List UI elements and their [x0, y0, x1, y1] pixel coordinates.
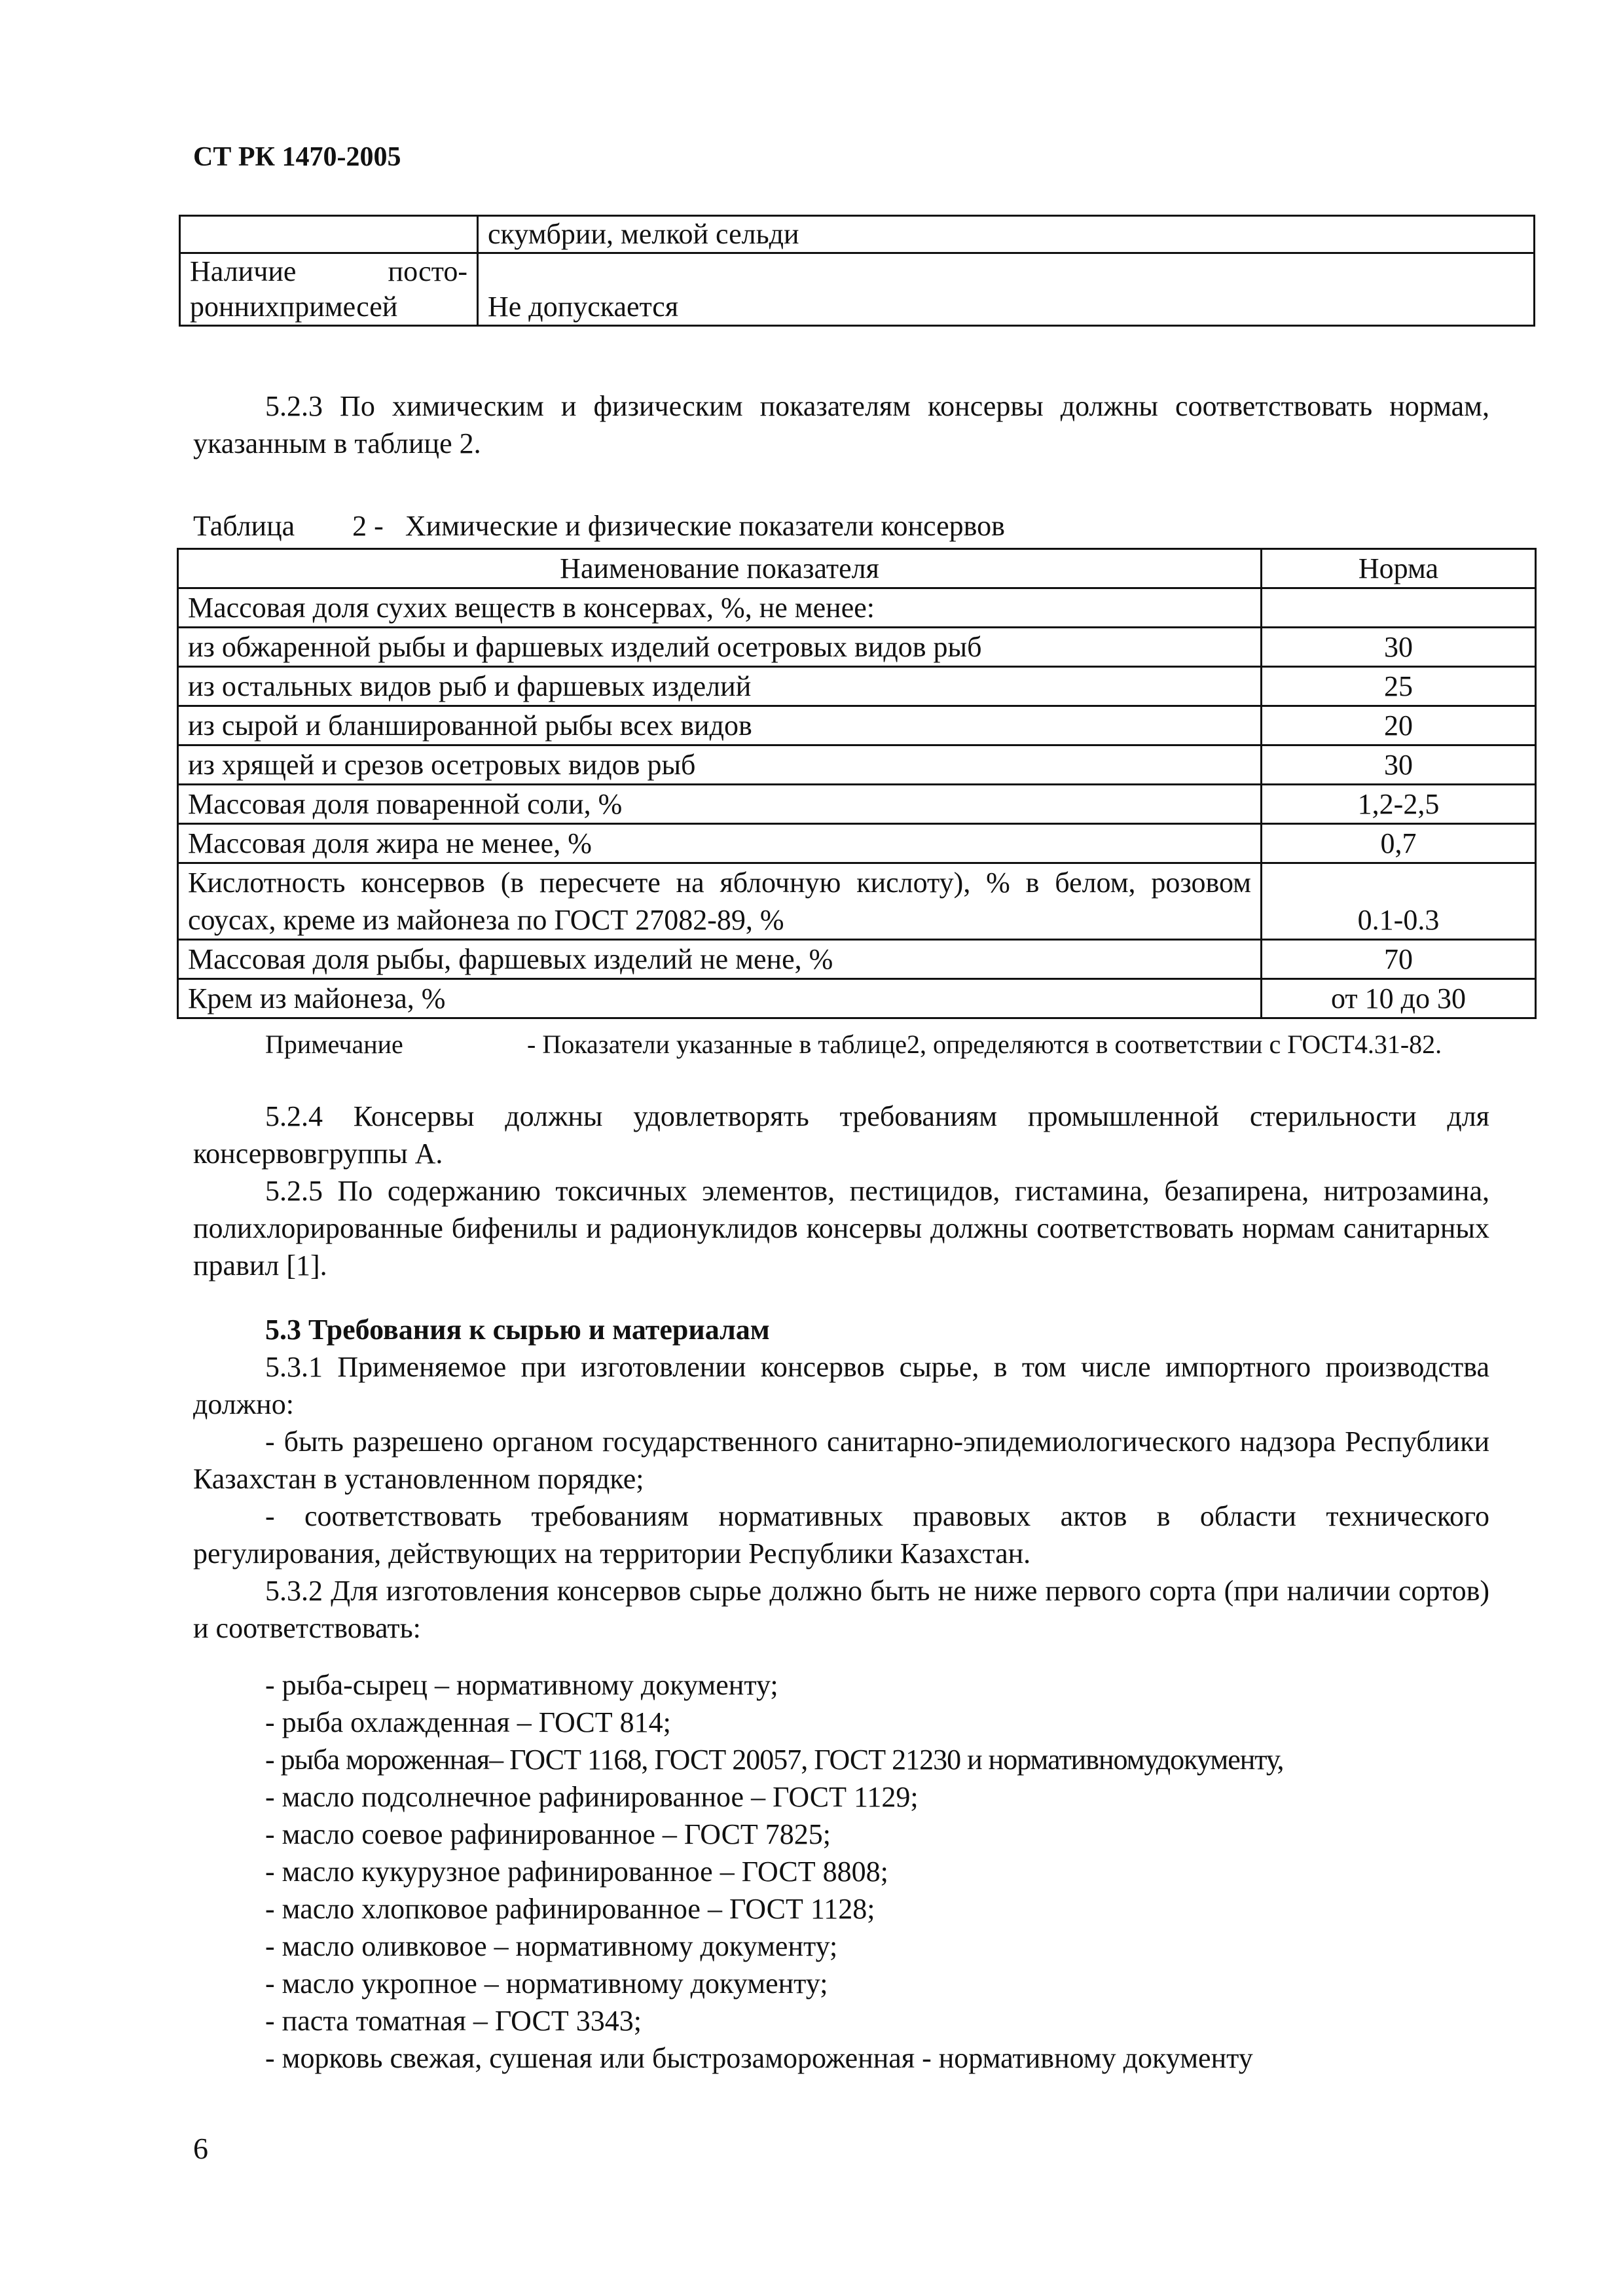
- table-row: [180, 253, 1535, 326]
- note-label: Примечание: [265, 1030, 403, 1059]
- indicator-value: [1262, 588, 1536, 628]
- table-cell: скумбрии, мелкой сельди: [478, 216, 1535, 253]
- indicator-value: 25: [1262, 667, 1536, 706]
- indicator-name: Массовая доля поваренной соли, %: [178, 785, 1262, 824]
- indicator-name: из остальных видов рыб и фаршевых изделий: [178, 667, 1262, 706]
- list-item: - рыба охлажденная – ГОСТ 814;: [265, 1706, 671, 1738]
- list-item: - рыба-сырец – нормативному документу;: [265, 1669, 778, 1701]
- paragraph-bullet: - соответствовать требованиям нормативных правовых актов в области технического регулирования, действующих на территории Республики Казахстан.: [193, 1500, 1489, 1570]
- column-header: Наименование показателя: [178, 549, 1262, 588]
- table-row: [178, 667, 1536, 706]
- indicator-name: из обжаренной рыбы и фаршевых изделий осетровых видов рыб: [178, 628, 1262, 667]
- paragraph-5-3-2: 5.3.2 Для изготовления консервов сырье должно быть не ниже первого сорта (при наличии сортов) и соответствовать:: [193, 1575, 1489, 1644]
- cell-text: роннихпримесей: [190, 291, 398, 323]
- table-row: [178, 785, 1536, 824]
- list-item: - масло подсолнечное рафинированное – ГОСТ 1129;: [265, 1781, 919, 1813]
- cell-text: Наличие: [190, 255, 297, 287]
- raw-materials-list: [265, 1666, 1284, 2077]
- list-item: - масло соевое рафинированное – ГОСТ 7825;: [265, 1818, 831, 1850]
- table-row: [178, 588, 1536, 628]
- indicator-value: 70: [1262, 940, 1536, 979]
- list-item: - паста томатная – ГОСТ 3343;: [265, 2005, 642, 2037]
- paragraph-5-2-3: 5.2.3 По химическим и физическим показателям консервы должны соответствовать нормам, указанным в таблице 2.: [193, 390, 1489, 459]
- cell-text: посто-: [388, 255, 467, 287]
- note-text: - Показатели указанные в таблице2, определяются в соответствии с ГОСТ4.31-82.: [527, 1030, 1442, 1059]
- table-row: [178, 940, 1536, 979]
- column-header: Норма: [1262, 549, 1536, 588]
- table-row: [178, 706, 1536, 745]
- paragraph-5-2-5: 5.2.5 По содержанию токсичных элементов, пестицидов, гистамина, безапирена, нитрозамина, полихлорированные бифенилы и радионуклидов консервы должны соответствовать нормам санитарных правил [1].: [193, 1175, 1489, 1282]
- list-item: - масло хлопковое рафинированное – ГОСТ 1128;: [265, 1893, 875, 1925]
- indicator-name: Массовая доля сухих веществ в консервах, %, не менее:: [178, 588, 1262, 628]
- indicators-table: [177, 548, 1537, 1019]
- list-item: - рыба мороженная– ГОСТ 1168, ГОСТ 20057, ГОСТ 21230 и нормативномудокументу,: [265, 1744, 1284, 1776]
- table-cell: Не допускается: [478, 253, 1535, 326]
- table-row: [178, 979, 1536, 1018]
- table-row: [178, 863, 1536, 940]
- list-item: - масло кукурузное рафинированное – ГОСТ 8808;: [265, 1856, 888, 1888]
- table-cell: [180, 216, 478, 253]
- table-row: [180, 216, 1535, 253]
- indicator-name: Крем из майонеза, %: [178, 979, 1262, 1018]
- indicator-name: Массовая доля рыбы, фаршевых изделий не мене, %: [178, 940, 1262, 979]
- indicator-name: Кислотность консервов (в пересчете на яблочную кислоту), % в белом, розовом соусах, креме из майонеза по ГОСТ 27082-89, %: [178, 863, 1262, 940]
- paragraph-5-2-4: 5.2.4 Консервы должны удовлетворять требованиям промышленной стерильности для консервовгруппы А.: [193, 1100, 1489, 1170]
- table-note: [193, 1028, 1489, 1062]
- indicator-name: из сырой и бланшированной рыбы всех видов: [178, 706, 1262, 745]
- table-cell: [180, 253, 478, 326]
- list-item: - масло оливковое – нормативному документу;: [265, 1930, 838, 1962]
- indicator-value: 30: [1262, 628, 1536, 667]
- list-item: - морковь свежая, сушеная или быстрозамороженная - нормативному документу: [265, 2042, 1253, 2074]
- table-row: [178, 745, 1536, 785]
- table-caption: Таблица 2 - Химические и физические показатели консервов: [193, 510, 1005, 542]
- list-item: - масло укропное – нормативному документу;: [265, 1967, 828, 2000]
- section-heading: 5.3 Требования к сырью и материалам: [265, 1314, 770, 1346]
- indicator-value: 20: [1262, 706, 1536, 745]
- indicator-value: 1,2-2,5: [1262, 785, 1536, 824]
- indicator-value: от 10 до 30: [1262, 979, 1536, 1018]
- indicator-name: из хрящей и срезов осетровых видов рыб: [178, 745, 1262, 785]
- document-code-header: СТ РК 1470-2005: [193, 142, 401, 172]
- table-row: [178, 824, 1536, 863]
- indicator-value: 0.1-0.3: [1262, 863, 1536, 940]
- paragraph-bullet: - быть разрешено органом государственного санитарно-эпидемиологического надзора Республики Казахстан в установленном порядке;: [193, 1426, 1489, 1495]
- table-row: [178, 628, 1536, 667]
- indicator-value: 0,7: [1262, 824, 1536, 863]
- table-header-row: [178, 549, 1536, 588]
- paragraph-5-3-1: 5.3.1 Применяемое при изготовлении консервов сырье, в том числе импортного производства должно:: [193, 1351, 1489, 1420]
- page-number: 6: [193, 2132, 208, 2165]
- indicator-value: 30: [1262, 745, 1536, 785]
- indicator-name: Массовая доля жира не менее, %: [178, 824, 1262, 863]
- continuation-table: [179, 215, 1535, 327]
